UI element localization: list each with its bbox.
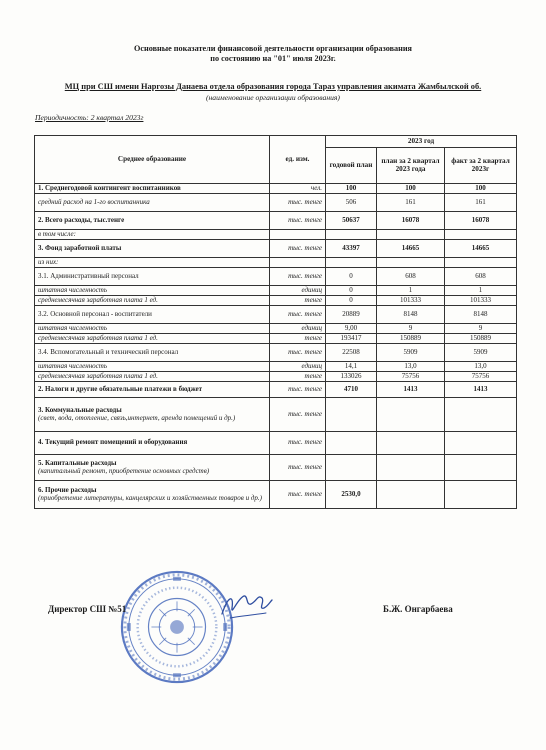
row-label bbox=[35, 184, 270, 194]
row-label bbox=[35, 230, 270, 240]
row-label-text: 3.4. Вспомогательный и технический персонал bbox=[38, 347, 179, 356]
row-label-text: из них: bbox=[38, 257, 59, 266]
row-annual-plan bbox=[326, 455, 377, 481]
row-annual-plan: 193417 bbox=[326, 334, 377, 344]
row-unit: единиц bbox=[270, 362, 326, 372]
table-row bbox=[35, 372, 517, 382]
row-annual-plan: 0 bbox=[326, 268, 377, 286]
row-quarter-fact: 5909 bbox=[445, 344, 517, 362]
row-quarter-plan: 1 bbox=[377, 286, 445, 296]
table-row bbox=[35, 398, 517, 432]
row-label-text: 2. Налоги и другие обязательные платежи в бюджет bbox=[38, 384, 203, 393]
row-label-text: среднемесячная заработная плата 1 ед. bbox=[38, 333, 158, 342]
table-row bbox=[35, 306, 517, 324]
table-row bbox=[35, 344, 517, 362]
organization-caption: (наименование организации образования) bbox=[206, 93, 340, 102]
row-label-text: средний расход на 1-го воспитанника bbox=[38, 197, 150, 206]
row-label-text: 2. Всего расходы, тыс.тенге bbox=[38, 215, 125, 224]
row-label bbox=[35, 258, 270, 268]
row-unit: тыс. тенге bbox=[270, 432, 326, 455]
row-annual-plan: 22508 bbox=[326, 344, 377, 362]
row-unit bbox=[270, 230, 326, 240]
row-label bbox=[35, 212, 270, 230]
row-annual-plan bbox=[326, 230, 377, 240]
row-label-text: штатная численность bbox=[38, 361, 108, 370]
row-label-text: 3. Фонд заработной платы bbox=[38, 243, 122, 252]
row-annual-plan: 506 bbox=[326, 194, 377, 212]
row-quarter-plan: 100 bbox=[377, 184, 445, 194]
row-quarter-fact bbox=[445, 258, 517, 268]
row-label-text: 1. Среднегодовой контингент воспитанников bbox=[38, 183, 181, 192]
row-quarter-fact bbox=[445, 455, 517, 481]
row-quarter-fact: 75756 bbox=[445, 372, 517, 382]
row-label bbox=[35, 481, 270, 509]
header-year: 2023 год bbox=[326, 136, 517, 148]
row-unit bbox=[270, 258, 326, 268]
row-quarter-plan: 150889 bbox=[377, 334, 445, 344]
row-quarter-plan: 13,0 bbox=[377, 362, 445, 372]
row-label-text: 6. Прочие расходы bbox=[38, 485, 97, 494]
row-label bbox=[35, 268, 270, 286]
row-unit: тыс. тенге bbox=[270, 398, 326, 432]
row-label bbox=[35, 334, 270, 344]
header-annual-plan: годовой план bbox=[326, 148, 377, 184]
report-date: по состоянию на "01" июля 2023г. bbox=[210, 54, 336, 63]
report-title: Основные показатели финансовой деятельности организации образования bbox=[133, 44, 412, 53]
row-label bbox=[35, 372, 270, 382]
row-unit: тыс. тенге bbox=[270, 382, 326, 398]
row-unit: тыс. тенге bbox=[270, 268, 326, 286]
row-quarter-plan: 161 bbox=[377, 194, 445, 212]
row-annual-plan: 0 bbox=[326, 296, 377, 306]
row-quarter-plan: 1413 bbox=[377, 382, 445, 398]
row-label bbox=[35, 455, 270, 481]
row-quarter-plan bbox=[377, 230, 445, 240]
row-unit: тенге bbox=[270, 372, 326, 382]
header-unit: ед. изм. bbox=[270, 136, 326, 184]
row-label-text: 3.1. Административный персонал bbox=[38, 271, 139, 280]
row-unit: чел. bbox=[270, 184, 326, 194]
row-quarter-plan bbox=[377, 481, 445, 509]
row-annual-plan: 100 bbox=[326, 184, 377, 194]
table-row bbox=[35, 362, 517, 372]
row-label-text: среднемесячная заработная плата 1 ед. bbox=[38, 295, 158, 304]
row-quarter-fact: 100 bbox=[445, 184, 517, 194]
row-quarter-fact bbox=[445, 481, 517, 509]
row-quarter-plan bbox=[377, 455, 445, 481]
row-annual-plan: 2530,0 bbox=[326, 481, 377, 509]
row-label bbox=[35, 362, 270, 372]
row-quarter-fact: 1 bbox=[445, 286, 517, 296]
row-label bbox=[35, 240, 270, 258]
row-quarter-plan: 608 bbox=[377, 268, 445, 286]
director-title: Директор СШ №51 bbox=[48, 604, 127, 614]
row-quarter-plan bbox=[377, 432, 445, 455]
row-unit: тыс. тенге bbox=[270, 240, 326, 258]
row-unit: тыс. тенге bbox=[270, 344, 326, 362]
round-seal bbox=[118, 568, 236, 686]
header-quarter-fact: факт за 2 квартал 2023г bbox=[445, 148, 517, 184]
row-unit: тыс. тенге bbox=[270, 481, 326, 509]
row-unit: тыс. тенге bbox=[270, 455, 326, 481]
row-label-note: (свет, вода, отопление, связь,интернет, аренда помещений и др.) bbox=[38, 413, 236, 422]
row-unit: тыс. тенге bbox=[270, 212, 326, 230]
row-label-text: 4. Текущий ремонт помещений и оборудования bbox=[38, 438, 188, 447]
row-quarter-fact: 13,0 bbox=[445, 362, 517, 372]
header-quarter-plan: план за 2 квартал 2023 года bbox=[377, 148, 445, 184]
row-quarter-plan: 9 bbox=[377, 324, 445, 334]
row-label bbox=[35, 382, 270, 398]
row-quarter-fact: 150889 bbox=[445, 334, 517, 344]
row-label-text: штатная численность bbox=[38, 323, 108, 332]
header-name: Среднее образование bbox=[35, 136, 270, 184]
table-row bbox=[35, 382, 517, 398]
row-label-text: 3. Коммунальные расходы bbox=[38, 405, 122, 414]
table-row bbox=[35, 286, 517, 296]
row-annual-plan: 50637 bbox=[326, 212, 377, 230]
table-row bbox=[35, 240, 517, 258]
table-row bbox=[35, 455, 517, 481]
row-unit: единиц bbox=[270, 324, 326, 334]
table-row bbox=[35, 194, 517, 212]
row-quarter-fact: 1413 bbox=[445, 382, 517, 398]
row-quarter-fact: 161 bbox=[445, 194, 517, 212]
row-label-text: 3.2. Основной персонал - воспитатели bbox=[38, 309, 152, 318]
row-quarter-fact: 14665 bbox=[445, 240, 517, 258]
signer-name: Б.Ж. Онгарбаева bbox=[383, 604, 453, 614]
table-row bbox=[35, 230, 517, 240]
row-annual-plan bbox=[326, 258, 377, 268]
table-row bbox=[35, 334, 517, 344]
row-quarter-fact: 9 bbox=[445, 324, 517, 334]
row-quarter-fact: 8148 bbox=[445, 306, 517, 324]
row-quarter-fact bbox=[445, 432, 517, 455]
row-unit: тенге bbox=[270, 296, 326, 306]
table-row bbox=[35, 268, 517, 286]
row-annual-plan: 9,00 bbox=[326, 324, 377, 334]
row-annual-plan bbox=[326, 398, 377, 432]
table-body bbox=[35, 184, 517, 509]
row-label bbox=[35, 296, 270, 306]
row-label bbox=[35, 398, 270, 432]
row-quarter-plan: 5909 bbox=[377, 344, 445, 362]
row-label bbox=[35, 324, 270, 334]
row-label-text: в том числе: bbox=[38, 229, 76, 238]
handwritten-signature bbox=[218, 588, 274, 624]
row-quarter-plan: 16078 bbox=[377, 212, 445, 230]
financial-table bbox=[34, 135, 517, 509]
row-label-note: (капитальный ремонт, приобретение основных средств) bbox=[38, 466, 210, 475]
row-quarter-plan bbox=[377, 258, 445, 268]
row-quarter-plan: 75756 bbox=[377, 372, 445, 382]
row-unit: тыс. тенге bbox=[270, 194, 326, 212]
row-annual-plan: 0 bbox=[326, 286, 377, 296]
row-quarter-fact bbox=[445, 398, 517, 432]
row-label-text: штатная численность bbox=[38, 285, 108, 294]
row-label-text: 5. Капитальные расходы bbox=[38, 458, 117, 467]
row-annual-plan: 20889 bbox=[326, 306, 377, 324]
row-quarter-fact: 101333 bbox=[445, 296, 517, 306]
row-unit: тенге bbox=[270, 334, 326, 344]
table-row bbox=[35, 481, 517, 509]
row-annual-plan: 133026 bbox=[326, 372, 377, 382]
row-label bbox=[35, 432, 270, 455]
row-annual-plan bbox=[326, 432, 377, 455]
organization-name: МЦ при СШ имени Наргозы Данаева отдела образования города Тараз управления акимата Жамбылской об. bbox=[64, 82, 482, 91]
table-row bbox=[35, 324, 517, 334]
row-label bbox=[35, 344, 270, 362]
table-row bbox=[35, 212, 517, 230]
row-annual-plan: 14,1 bbox=[326, 362, 377, 372]
periodicity: Периодичность: 2 квартал 2023г bbox=[35, 113, 144, 122]
table-row bbox=[35, 296, 517, 306]
row-quarter-plan: 14665 bbox=[377, 240, 445, 258]
row-label-note: (приобретение литературы, канцелярских и хозяйственных товаров и др.) bbox=[38, 493, 262, 502]
row-annual-plan: 43397 bbox=[326, 240, 377, 258]
row-quarter-fact bbox=[445, 230, 517, 240]
table-row bbox=[35, 432, 517, 455]
table-row bbox=[35, 258, 517, 268]
row-label bbox=[35, 286, 270, 296]
row-label bbox=[35, 306, 270, 324]
row-label bbox=[35, 194, 270, 212]
row-quarter-fact: 608 bbox=[445, 268, 517, 286]
row-quarter-plan: 101333 bbox=[377, 296, 445, 306]
row-unit: единиц bbox=[270, 286, 326, 296]
row-label-text: среднемесячная заработная плата 1 ед. bbox=[38, 371, 158, 380]
row-unit: тыс. тенге bbox=[270, 306, 326, 324]
table-row bbox=[35, 184, 517, 194]
row-quarter-fact: 16078 bbox=[445, 212, 517, 230]
row-annual-plan: 4710 bbox=[326, 382, 377, 398]
row-quarter-plan bbox=[377, 398, 445, 432]
row-quarter-plan: 8148 bbox=[377, 306, 445, 324]
